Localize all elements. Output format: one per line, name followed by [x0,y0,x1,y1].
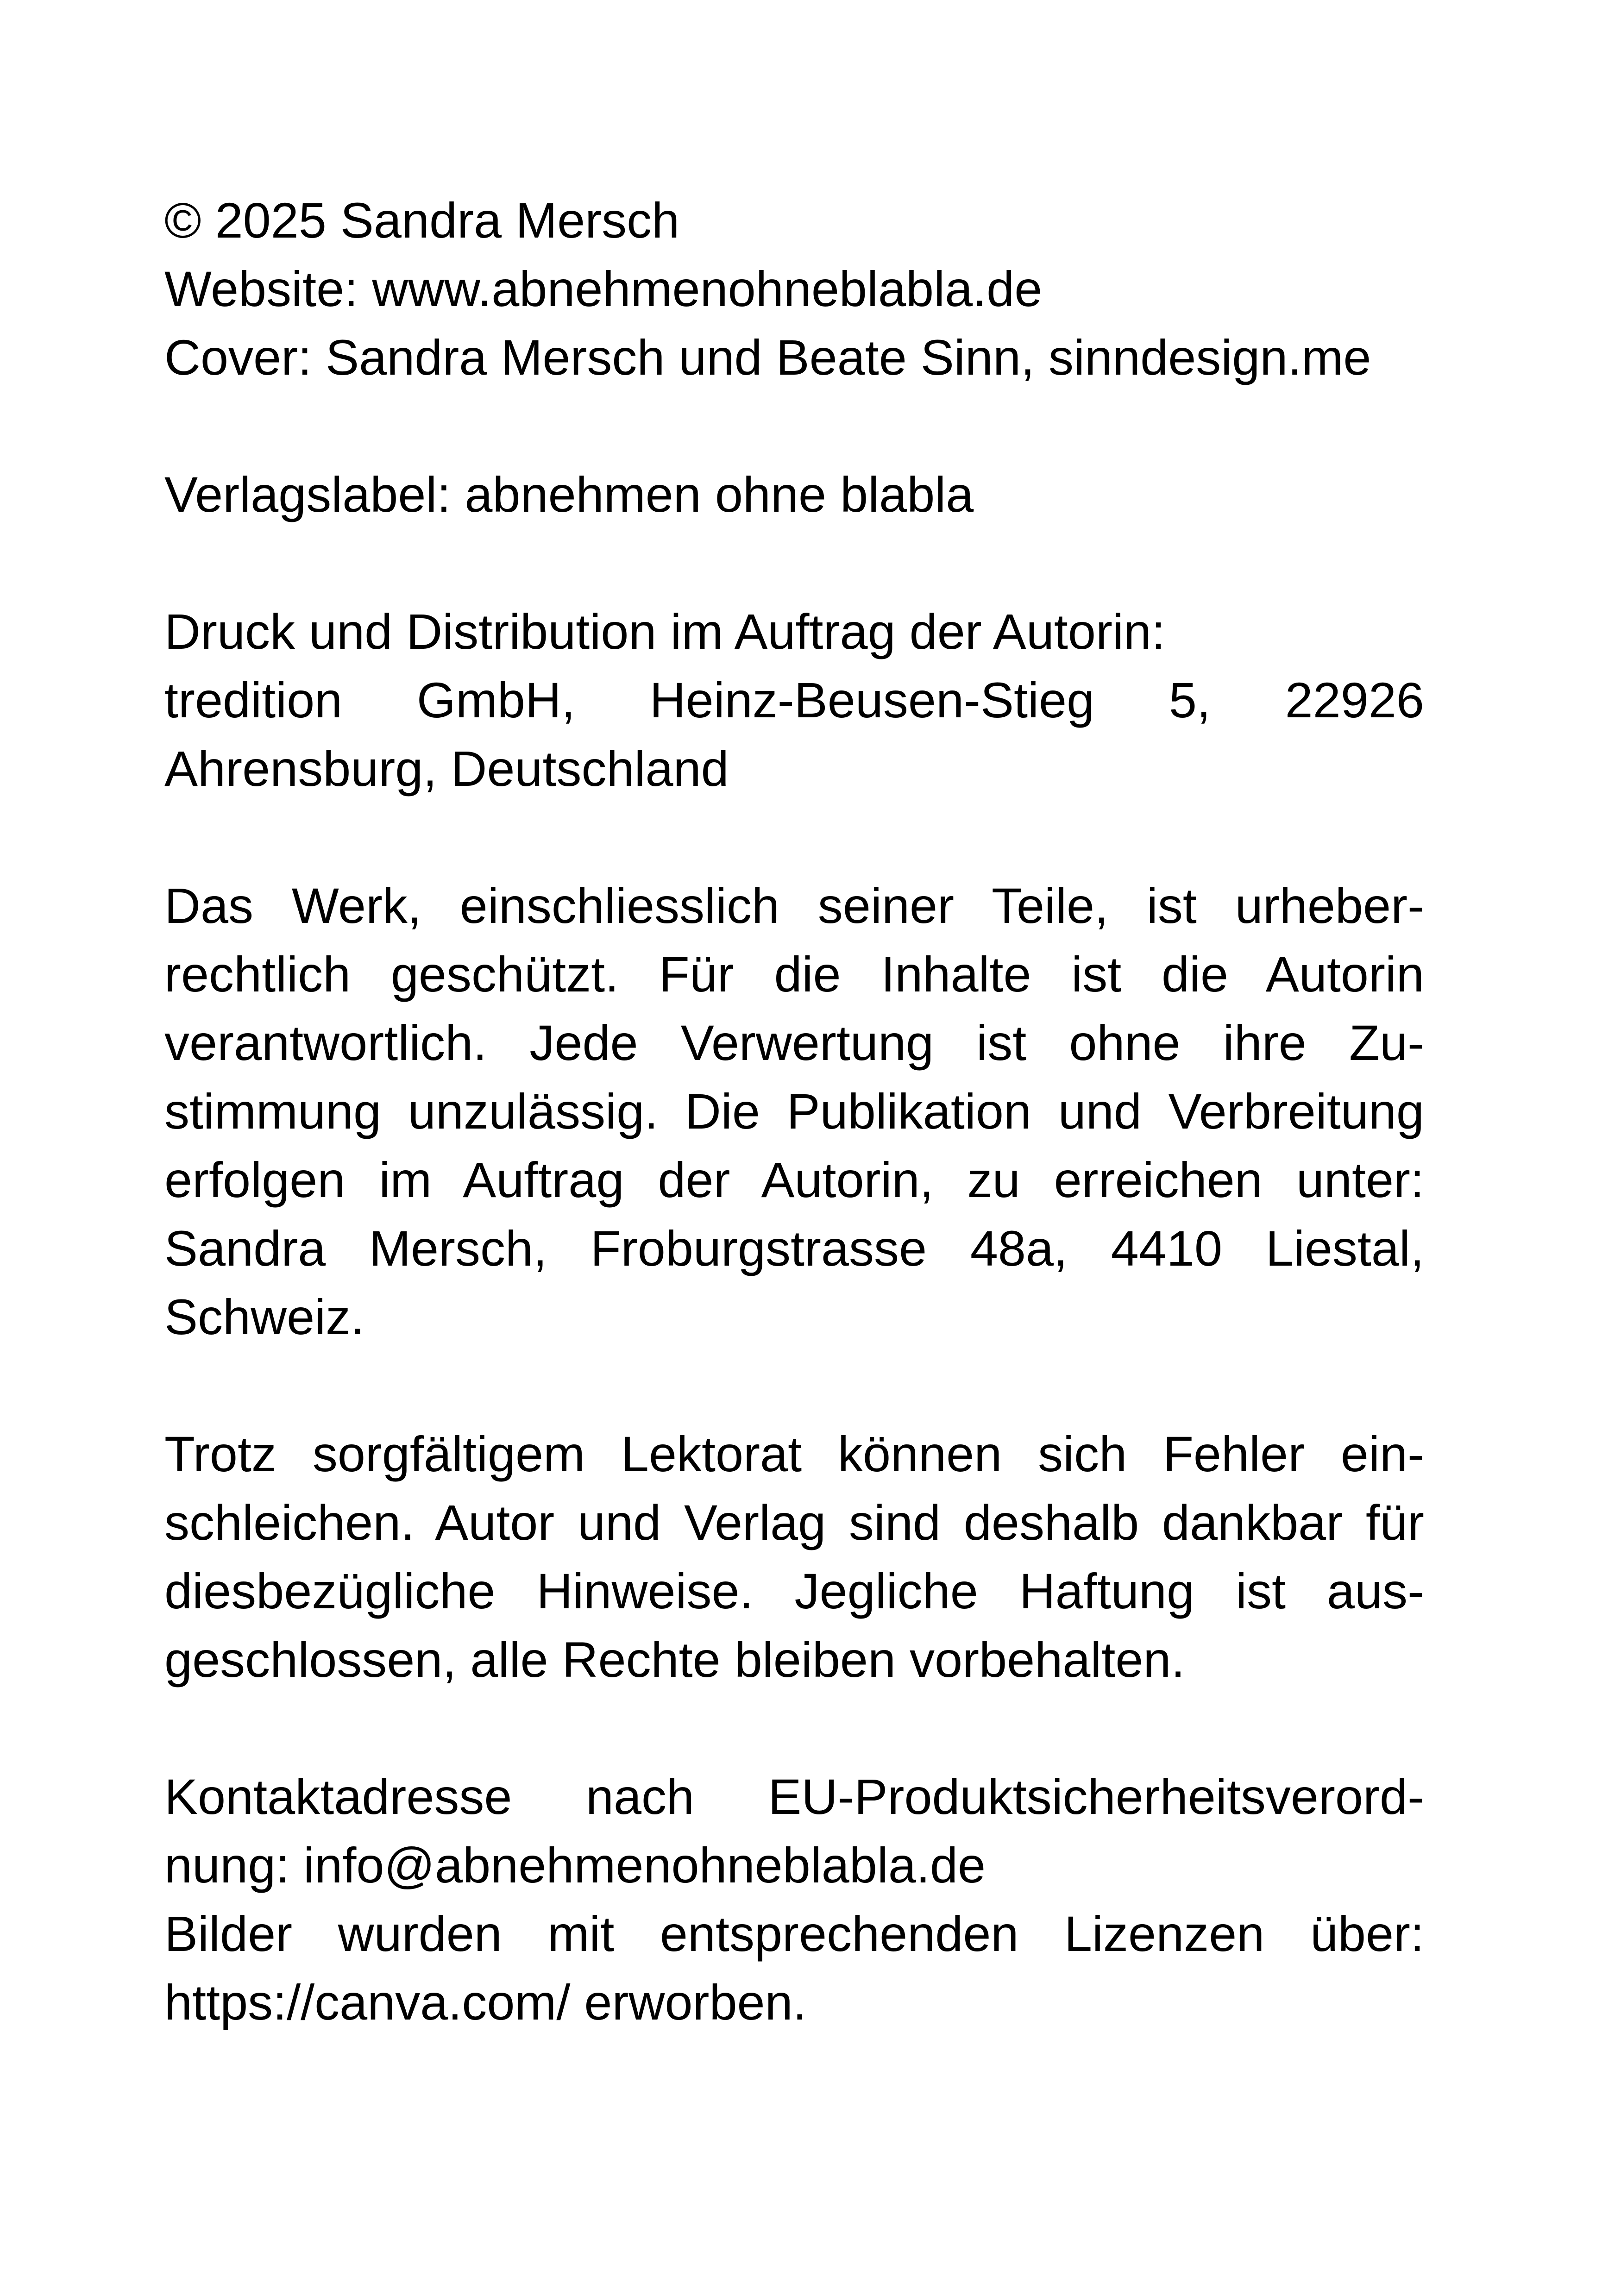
text-line: verantwortlich. Jede Verwertung ist ohne ihre Zu- [164,1015,1424,1071]
text-line: Das Werk, einschliesslich seiner Teile, ist urheber- [164,878,1424,934]
text-line: stimmung unzulässig. Die Publikation und Verbreitung [164,1083,1424,1139]
text-line: Sandra Mersch, Froburgstrasse 48a, 4410 Liestal, [164,1220,1424,1276]
text-line: geschlossen, alle Rechte bleiben vorbehalten. [164,1631,1185,1687]
imprint-text-block [164,186,1424,2037]
text-line: Bilder wurden mit entsprechenden Lizenzen über: [164,1906,1424,1962]
text-line: rechtlich geschützt. Für die Inhalte ist die Autorin [164,946,1424,1002]
text-line: Cover: Sandra Mersch und Beate Sinn, sinndesign.me [164,329,1371,385]
text-line: Druck und Distribution im Auftrag der Autorin: [164,603,1166,659]
text-line: Trotz sorgfältigem Lektorat können sich Fehler ein- [164,1426,1424,1482]
imprint-paragraph-print-distribution [164,597,1424,803]
imprint-paragraph-publisher-label [164,460,1424,529]
text-line: Kontaktadresse nach EU-Produktsicherheitsverord- [164,1769,1424,1825]
imprint-paragraph-liability-notice [164,1420,1424,1694]
text-line: diesbezügliche Hinweise. Jegliche Haftung ist aus- [164,1563,1424,1619]
imprint-paragraph-rights-notice [164,872,1424,1351]
text-line: tredition GmbH, Heinz-Beusen-Stieg 5, 22926 [164,672,1424,728]
text-line: Website: www.abnehmenohneblabla.de [164,261,1043,317]
text-line: https://canva.com/ erworben. [164,1974,807,2030]
text-line: erfolgen im Auftrag der Autorin, zu erreichen unter: [164,1152,1424,1208]
imprint-paragraph-copyright-block [164,186,1424,392]
imprint-paragraph-contact-licenses [164,1763,1424,2037]
text-line: © 2025 Sandra Mersch [164,192,680,248]
text-line: schleichen. Autor und Verlag sind deshalb dankbar für [164,1494,1424,1550]
text-line: Verlagslabel: abnehmen ohne blabla [164,466,974,522]
text-line: Schweiz. [164,1289,365,1345]
text-line: Ahrensburg, Deutschland [164,740,729,797]
text-line: nung: info@abnehmenohneblabla.de [164,1837,986,1893]
